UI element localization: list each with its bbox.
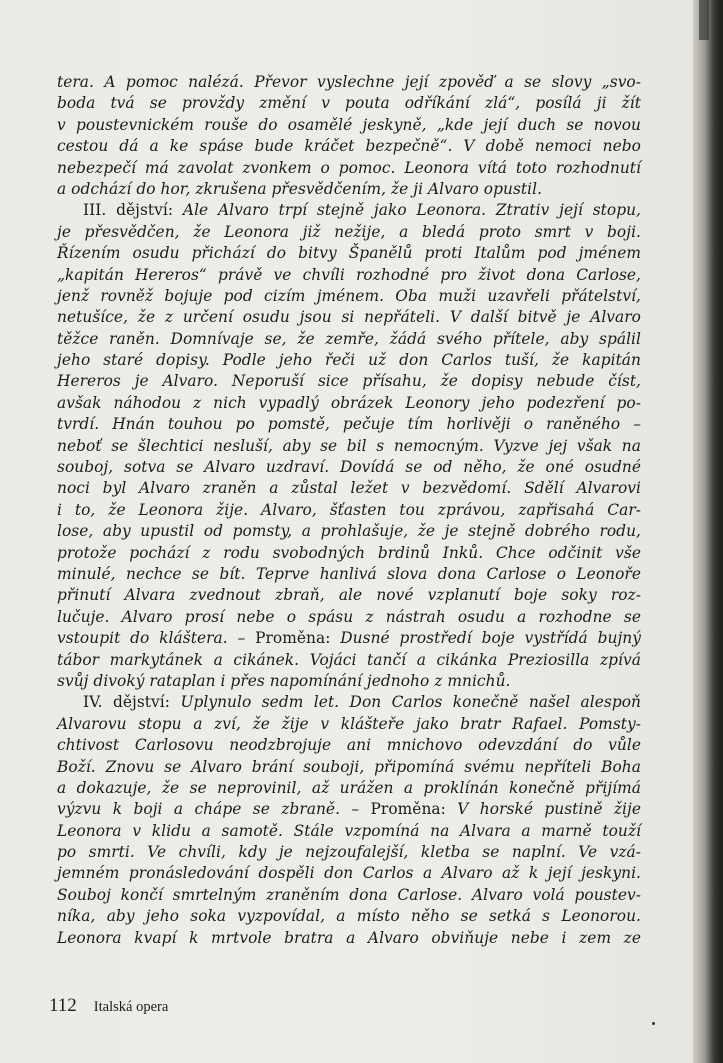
- text-segment: neboť se šlechtici nesluší, aby se bil s nemocným. Vyzve jej však na: [57, 436, 641, 455]
- text-segment: jeho staré dopisy. Podle jeho řeči už don Carlos tuší, že kapitán: [57, 351, 641, 370]
- text-segment: netušíce, že z určení osudu jsou si nepřáteli. V další bitvě je Alvaro: [57, 308, 641, 327]
- text-line: [57, 778, 641, 799]
- text-line: [57, 307, 641, 328]
- text-segment: lučuje. Alvaro prosí nebe o spásu z nástrah osudu a rozhodne se: [57, 607, 641, 626]
- text-segment: přinutí Alvara zvednout zbraň, ale nové vzplanutí boje soky roz-: [57, 586, 641, 605]
- text-segment: těžce raněn. Domnívaje se, že zemře, žádá svého přítele, aby spálil: [57, 329, 641, 348]
- text-line: [57, 72, 641, 93]
- text-segment: avšak náhodou z nich vypadlý obrázek Leonory jeho podezření po-: [57, 393, 641, 412]
- text-line: [57, 692, 641, 713]
- text-segment: i to, že Leonora žije. Alvaro, šťasten tou zprávou, zapřisahá Car-: [57, 500, 641, 519]
- paper-speck: [652, 1022, 655, 1025]
- text-line: [57, 265, 641, 286]
- page-number: 112: [49, 995, 77, 1016]
- text-segment: svůj divoký rataplan i přes napomínání jednoho z mnichů.: [57, 671, 511, 690]
- text-segment: je přesvědčen, že Leonora již nežije, a bledá proto smrt v boji.: [57, 222, 641, 241]
- text-segment: lose, aby upustil od pomsty, a prohlašuje, že je stejně dobrého rodu,: [57, 522, 641, 541]
- text-line: [57, 714, 641, 735]
- section-heading-text: IV. dějství:: [83, 693, 181, 712]
- text-segment: a odchází do hor, zkrušena přesvědčením, že ji Alvaro opustil.: [57, 179, 543, 198]
- text-segment: Řízením osudu přichází do bitvy Španělů proti Italům pod jménem: [57, 244, 641, 263]
- text-segment: Ale Alvaro trpí stejně jako Leonora. Ztrativ její stopu,: [182, 201, 642, 220]
- text-line: [57, 628, 641, 649]
- text-line: [57, 414, 641, 435]
- text-line: [57, 478, 641, 499]
- text-line: [57, 93, 641, 114]
- book-spine-shadow: [693, 0, 723, 1063]
- text-segment: nebezpečí má zavolat zvonkem o pomoc. Leonora vítá toto rozhodnutí: [57, 158, 641, 177]
- text-line: [57, 158, 641, 179]
- section-heading-text: III. dějství:: [83, 201, 183, 220]
- text-segment: „kapitán Hereros“ právě ve chvíli rozhodné pro život dona Carlose,: [57, 265, 641, 284]
- page-footer: [49, 995, 168, 1017]
- text-line: [57, 371, 641, 392]
- text-line: [57, 799, 641, 820]
- text-segment: vstoupit do kláštera. –: [57, 629, 256, 648]
- text-segment: níka, aby jeho soka vyzpovídal, a místo něho se setká s Leonorou.: [57, 907, 641, 926]
- text-segment: výzvu k boji a chápe se zbraně. –: [57, 800, 371, 819]
- text-segment: chtivost Carlosovu neodzbrojuje ani mnichovo odevzdání do vůle: [57, 736, 641, 755]
- text-segment: po smrti. Ve chvíli, kdy je nejzoufalejší, kletba se naplní. Ve vzá-: [57, 843, 641, 862]
- text-segment: Hereros je Alvaro. Neporuší sice přísahu, že dopisy nebude číst,: [57, 372, 641, 391]
- page-edge-mark: [699, 0, 709, 40]
- text-segment: Leonora kvapí k mrtvole bratra a Alvaro obviňuje nebe i zem ze: [57, 928, 641, 947]
- text-line: [57, 757, 641, 778]
- text-segment: tvrdí. Hnán touhou po pomstě, pečuje tím horlivěji o raněného –: [57, 415, 641, 434]
- text-line: [57, 457, 641, 478]
- text-segment: jemném pronásledování dospěli don Carlos a Alvaro až k její jeskyni.: [57, 864, 641, 883]
- text-line: [57, 243, 641, 264]
- text-line: [57, 200, 641, 221]
- text-line: [57, 821, 641, 842]
- text-line: [57, 393, 641, 414]
- text-segment: Souboj končí smrtelným zraněním dona Carlose. Alvaro volá poustev-: [57, 885, 641, 904]
- text-segment: v poustevnickém rouše do osamělé jeskyně, „kde její duch se novou: [57, 115, 641, 134]
- text-line: [57, 863, 641, 884]
- text-segment: a dokazuje, že se neprovinil, až urážen a proklínán konečně přijímá: [57, 778, 641, 797]
- text-segment: Dusné prostředí boje vystřídá bujný: [340, 629, 642, 648]
- text-line: [57, 115, 641, 136]
- text-segment: jenž rovněž bojuje pod cizím jménem. Oba muži uzavřeli přátelství,: [57, 286, 641, 305]
- text-line: [57, 650, 641, 671]
- text-line: [57, 564, 641, 585]
- text-segment: noci byl Alvaro zraněn a zůstal ležet v bezvědomí. Sdělí Alvarovi: [57, 479, 641, 498]
- text-segment: protože pochází z rodu svobodných brdinů Inků. Chce odčinit vše: [57, 543, 641, 562]
- text-line: [57, 136, 641, 157]
- text-line: [57, 329, 641, 350]
- text-line: [57, 179, 641, 200]
- text-segment: tera. A pomoc nalézá. Převor vyslechne její zpověď a se slovy „svo-: [57, 73, 641, 91]
- text-line: [57, 350, 641, 371]
- text-line: [57, 906, 641, 927]
- text-line: [57, 928, 641, 949]
- text-segment: tábor markytánek a cikánek. Vojáci tančí a cikánka Preziosilla zpívá: [57, 650, 641, 669]
- text-line: [57, 607, 641, 628]
- text-segment: Boží. Znovu se Alvaro brání souboji, připomíná svému nepříteli Boha: [57, 757, 641, 776]
- text-segment: Alvarovu stopu a zví, že žije v klášteře jako bratr Rafael. Pomsty-: [57, 714, 641, 733]
- section-heading-text: Proměna:: [255, 629, 341, 648]
- text-segment: V horské pustině žije: [457, 800, 641, 819]
- section-heading-text: Proměna:: [370, 800, 458, 819]
- text-line: [57, 222, 641, 243]
- text-line: [57, 286, 641, 307]
- text-line: [57, 735, 641, 756]
- text-line: [57, 500, 641, 521]
- text-segment: boda tvá se provždy změní v pouta odříkání zlá“, posílá ji žít: [57, 94, 641, 113]
- text-line: [57, 885, 641, 906]
- text-segment: Leonora v klidu a samotě. Stále vzpomíná na Alvara a marně touží: [57, 821, 641, 840]
- text-line: [57, 436, 641, 457]
- text-line: [57, 585, 641, 606]
- text-line: [57, 543, 641, 564]
- text-line: [57, 671, 641, 692]
- text-segment: Uplynulo sedm let. Don Carlos konečně našel alespoň: [180, 693, 642, 712]
- running-title: Italská opera: [93, 999, 169, 1015]
- text-line: [57, 521, 641, 542]
- text-segment: minulé, nechce se bít. Teprve hanlivá slova dona Carlose o Leonoře: [57, 564, 641, 583]
- body-text: [57, 72, 641, 949]
- text-segment: souboj, sotva se Alvaro uzdraví. Dovídá se od něho, že oné osudné: [57, 458, 641, 477]
- text-line: [57, 842, 641, 863]
- text-segment: cestou dá a ke spáse bude kráčet bezpečně“. V době nemoci nebo: [57, 137, 641, 156]
